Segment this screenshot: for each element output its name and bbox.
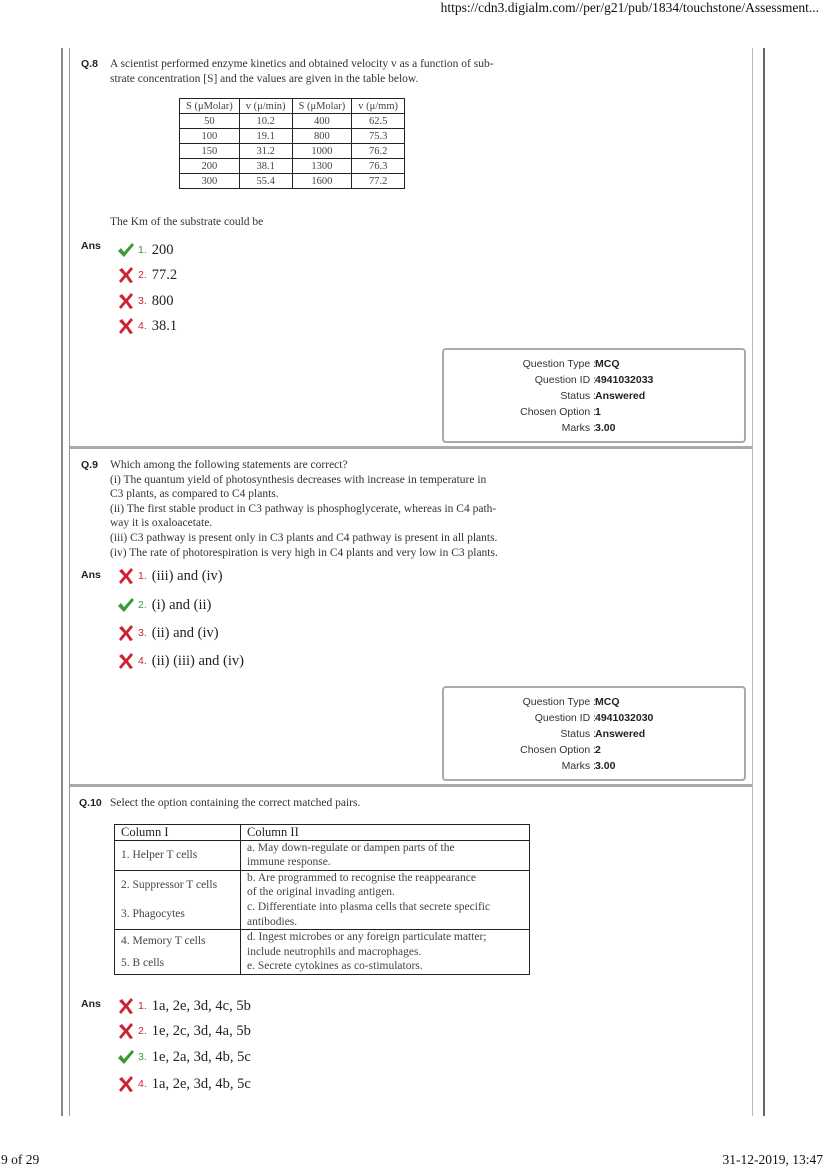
table-cell bbox=[115, 870, 241, 929]
option-number: 3. bbox=[138, 295, 147, 307]
table-cell: 400 bbox=[292, 114, 352, 129]
question-text-line: (ii) The first stable product in C3 pathway is phosphoglycerate, whereas in C4 path- bbox=[110, 502, 497, 515]
table-header: v (μ/mm) bbox=[352, 99, 405, 114]
table-cell: 55.4 bbox=[239, 174, 292, 189]
table-cell bbox=[241, 840, 530, 870]
answer-option-1 bbox=[117, 995, 251, 1017]
cell-line: e. Secrete cytokines as co-stimulators. bbox=[247, 960, 423, 973]
option-text: (ii) and (iv) bbox=[151, 624, 219, 641]
question-text-line: C3 plants, as compared to C4 plants. bbox=[110, 488, 279, 501]
table-cell bbox=[241, 870, 530, 929]
table-cell: 1600 bbox=[292, 174, 352, 189]
cell-line: 2. Suppressor T cells bbox=[121, 879, 218, 892]
question-text-line: A scientist performed enzyme kinetics and obtained velocity v as a function of sub- bbox=[110, 58, 494, 70]
answer-option-4 bbox=[117, 1073, 251, 1095]
table-cell: 300 bbox=[180, 174, 240, 189]
table-cell: 1. Helper T cells bbox=[115, 840, 241, 870]
info-label: Marks : bbox=[561, 422, 596, 434]
question-number: Q.10 bbox=[79, 797, 102, 809]
table-row bbox=[180, 174, 405, 189]
question-type-value: MCQ bbox=[595, 358, 620, 370]
table-row bbox=[180, 114, 405, 129]
table-cell: 31.2 bbox=[239, 144, 292, 159]
option-number: 1. bbox=[138, 1000, 147, 1012]
table-cell: 76.3 bbox=[352, 159, 405, 174]
chosen-option-value: 2 bbox=[595, 744, 601, 756]
cross-icon bbox=[117, 997, 135, 1015]
question-separator bbox=[70, 784, 752, 787]
kinetics-data-table bbox=[179, 98, 405, 189]
option-number: 2. bbox=[138, 599, 147, 611]
option-number: 2. bbox=[138, 269, 147, 281]
table-header: Column I bbox=[115, 825, 241, 841]
info-label: Question ID : bbox=[534, 712, 596, 724]
info-label: Status : bbox=[560, 728, 596, 740]
option-number: 3. bbox=[138, 1051, 147, 1063]
cell-line: 4. Memory T cells bbox=[121, 934, 206, 947]
question-number: Q.8 bbox=[81, 58, 98, 70]
cell-line: of the original invading antigen. bbox=[247, 886, 395, 899]
option-number: 4. bbox=[138, 320, 147, 332]
info-label: Chosen Option : bbox=[520, 406, 596, 418]
cross-icon bbox=[117, 266, 135, 284]
cross-icon bbox=[117, 624, 135, 642]
cross-icon bbox=[117, 1022, 135, 1040]
question-separator bbox=[70, 446, 752, 449]
table-cell: 1300 bbox=[292, 159, 352, 174]
cross-icon bbox=[117, 317, 135, 335]
option-text: 1e, 2c, 3d, 4a, 5b bbox=[151, 1022, 251, 1039]
cell-line: include neutrophils and macrophages. bbox=[247, 945, 422, 958]
answer-option-2 bbox=[117, 1020, 251, 1042]
table-cell: 10.2 bbox=[239, 114, 292, 129]
cell-line: c. Differentiate into plasma cells that secrete specific bbox=[247, 900, 491, 913]
check-icon bbox=[117, 241, 135, 259]
info-label: Chosen Option : bbox=[520, 744, 596, 756]
option-text: 77.2 bbox=[151, 266, 178, 283]
answer-label: Ans bbox=[81, 998, 101, 1010]
option-number: 4. bbox=[138, 655, 147, 667]
table-cell: 50 bbox=[180, 114, 240, 129]
status-value: Answered bbox=[595, 390, 646, 402]
table-header: S (μMolar) bbox=[180, 99, 240, 114]
table-header: S (μMolar) bbox=[292, 99, 352, 114]
marks-value: 3.00 bbox=[595, 760, 616, 772]
answer-option-1 bbox=[117, 565, 223, 587]
table-row bbox=[115, 870, 530, 929]
table-row bbox=[180, 129, 405, 144]
question-text bbox=[110, 57, 550, 86]
table-cell: 200 bbox=[180, 159, 240, 174]
cell-line: immune response. bbox=[247, 856, 331, 869]
question-info-box bbox=[442, 686, 746, 781]
table-cell: 75.3 bbox=[352, 129, 405, 144]
answer-label: Ans bbox=[81, 240, 101, 252]
info-label: Question Type : bbox=[522, 358, 596, 370]
question-text: Select the option containing the correct matched pairs. bbox=[110, 797, 361, 809]
option-number: 1. bbox=[138, 570, 147, 582]
info-label: Question Type : bbox=[522, 696, 596, 708]
table-cell bbox=[241, 930, 530, 975]
question-text-line: (i) The quantum yield of photosynthesis decreases with increase in temperature in bbox=[110, 473, 487, 486]
table-cell: 800 bbox=[292, 129, 352, 144]
answer-option-3 bbox=[117, 1046, 251, 1068]
cell-line: 3. Phagocytes bbox=[121, 908, 185, 921]
answer-option-3 bbox=[117, 290, 174, 312]
table-cell: 150 bbox=[180, 144, 240, 159]
table-header: Column II bbox=[241, 825, 530, 841]
frame-right-inner-border bbox=[752, 48, 753, 1116]
cell-line: a. May down-regulate or dampen parts of the bbox=[247, 841, 455, 854]
question-type-value: MCQ bbox=[595, 696, 620, 708]
matching-table bbox=[114, 824, 530, 975]
status-value: Answered bbox=[595, 728, 646, 740]
table-row bbox=[180, 144, 405, 159]
page-number: 9 of 29 bbox=[1, 1152, 40, 1167]
question-number: Q.9 bbox=[81, 459, 98, 471]
option-text: (i) and (ii) bbox=[151, 596, 212, 613]
info-label: Question ID : bbox=[534, 374, 596, 386]
check-icon bbox=[117, 596, 135, 614]
cross-icon bbox=[117, 567, 135, 585]
answer-option-3 bbox=[117, 622, 219, 644]
cell-line: b. Are programmed to recognise the reappearance bbox=[247, 871, 476, 884]
print-datetime: 31-12-2019, 13:47 bbox=[722, 1152, 823, 1167]
cross-icon bbox=[117, 1075, 135, 1093]
answer-option-2 bbox=[117, 264, 177, 286]
option-text: (ii) (iii) and (iv) bbox=[151, 652, 244, 669]
option-text: 800 bbox=[151, 292, 174, 309]
question-text bbox=[110, 458, 550, 560]
answer-label: Ans bbox=[81, 569, 101, 581]
question-id-value: 4941032033 bbox=[595, 374, 654, 386]
option-text: 38.1 bbox=[151, 317, 178, 334]
question-info-box bbox=[442, 348, 746, 443]
question-text-line: strate concentration [S] and the values are given in the table below. bbox=[110, 72, 419, 85]
table-cell: 38.1 bbox=[239, 159, 292, 174]
option-text: 1a, 2e, 3d, 4c, 5b bbox=[151, 997, 251, 1014]
check-icon bbox=[117, 1048, 135, 1066]
option-number: 2. bbox=[138, 1025, 147, 1037]
option-number: 4. bbox=[138, 1078, 147, 1090]
cell-line: 5. B cells bbox=[121, 956, 165, 969]
answer-option-1 bbox=[117, 239, 174, 261]
table-header: v (μ/min) bbox=[239, 99, 292, 114]
option-number: 1. bbox=[138, 244, 147, 256]
table-cell: 62.5 bbox=[352, 114, 405, 129]
frame-right-outer-border bbox=[763, 48, 765, 1116]
option-text: 1e, 2a, 3d, 4b, 5c bbox=[151, 1048, 251, 1065]
cross-icon bbox=[117, 652, 135, 670]
table-cell: 77.2 bbox=[352, 174, 405, 189]
frame-left-inner-border bbox=[69, 48, 70, 1116]
cell-line: d. Ingest microbes or any foreign particulate matter; bbox=[247, 931, 487, 944]
page-url: https://cdn3.digialm.com//per/g21/pub/1834/touchstone/Assessment... bbox=[440, 0, 819, 15]
table-cell: 76.2 bbox=[352, 144, 405, 159]
answer-option-4 bbox=[117, 650, 244, 672]
table-cell: 1000 bbox=[292, 144, 352, 159]
option-text: 1a, 2e, 3d, 4b, 5c bbox=[151, 1075, 251, 1092]
question-prompt: The Km of the substrate could be bbox=[110, 216, 264, 228]
answer-option-4 bbox=[117, 315, 177, 337]
table-cell bbox=[115, 930, 241, 975]
question-text-line: (iii) C3 pathway is present only in C3 plants and C4 pathway is present in all plants. bbox=[110, 531, 498, 544]
question-text-line: (iv) The rate of photorespiration is very high in C4 plants and very low in C3 plants. bbox=[110, 546, 498, 559]
option-text: (iii) and (iv) bbox=[151, 567, 223, 584]
table-cell: 100 bbox=[180, 129, 240, 144]
cross-icon bbox=[117, 292, 135, 310]
question-text-line: Which among the following statements are correct? bbox=[110, 459, 348, 471]
frame-left-outer-border bbox=[61, 48, 63, 1116]
info-label: Marks : bbox=[561, 760, 596, 772]
table-row bbox=[115, 840, 530, 870]
chosen-option-value: 1 bbox=[595, 406, 601, 418]
marks-value: 3.00 bbox=[595, 422, 616, 434]
question-id-value: 4941032030 bbox=[595, 712, 654, 724]
info-label: Status : bbox=[560, 390, 596, 402]
table-row bbox=[115, 930, 530, 975]
table-row bbox=[180, 159, 405, 174]
table-cell: 19.1 bbox=[239, 129, 292, 144]
answer-option-2 bbox=[117, 594, 211, 616]
option-text: 200 bbox=[151, 241, 174, 258]
question-text-line: way it is oxaloacetate. bbox=[110, 517, 213, 530]
cell-line: antibodies. bbox=[247, 915, 298, 928]
option-number: 3. bbox=[138, 627, 147, 639]
